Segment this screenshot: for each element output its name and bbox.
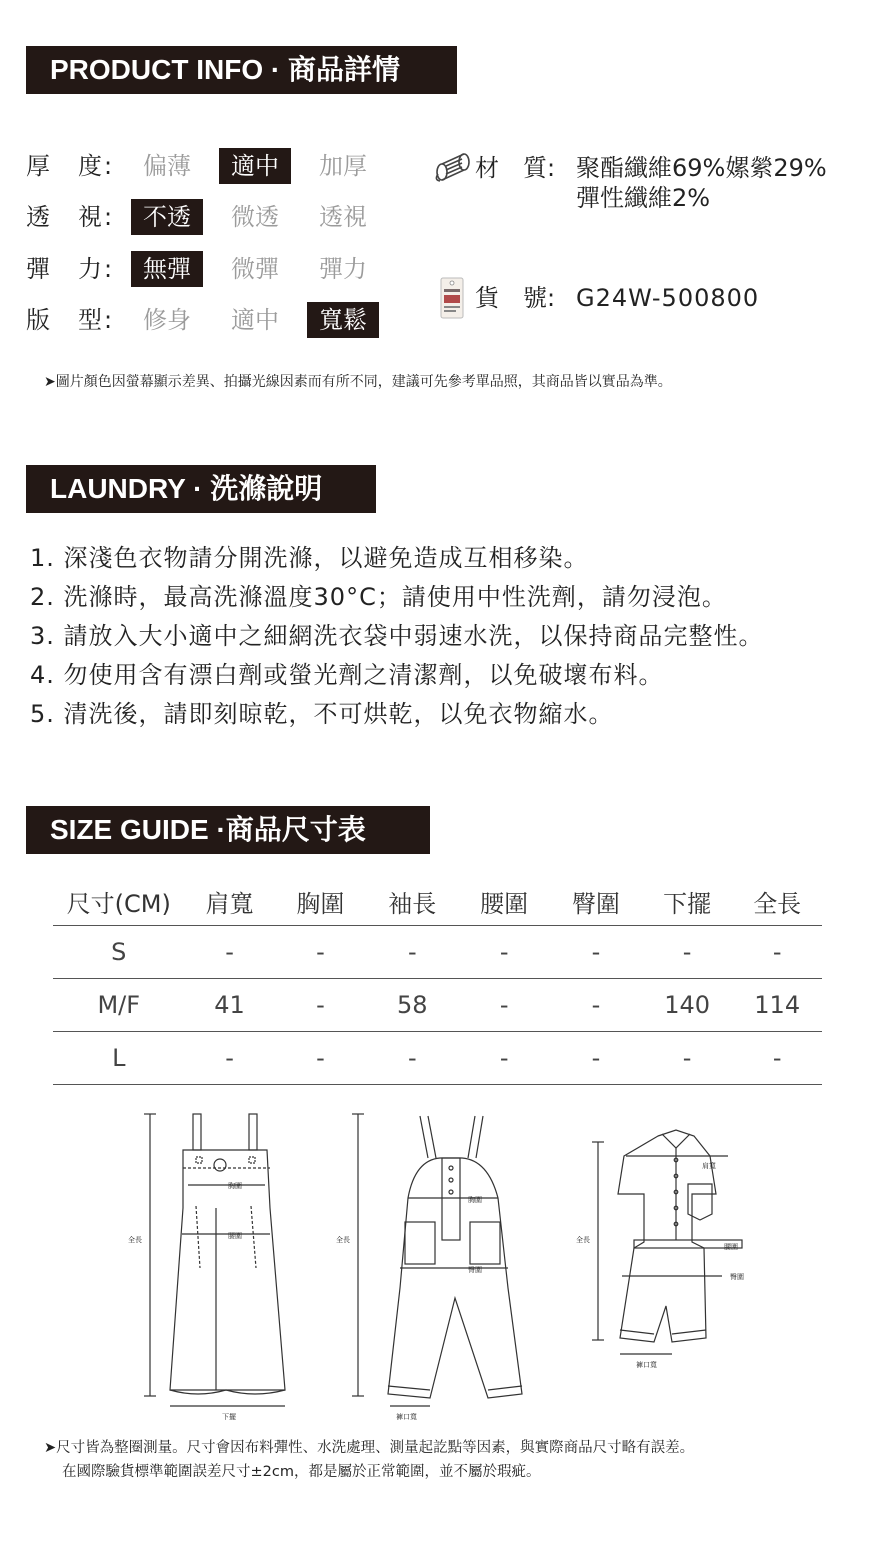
size-row-label: S [53,926,185,979]
size-cell: - [458,1032,550,1085]
size-row [53,979,822,1032]
size-footnote-1: ➤尺寸皆為整圈測量。尺寸會因布料彈性、水洗處理、測量起訖點等因素，與實際商品尺寸略有誤差。 [44,1440,695,1456]
laundry-item: 5. 清洗後，請即刻晾乾，不可烘乾，以免衣物縮水。 [30,700,614,728]
size-row-label: M/F [53,979,185,1032]
size-cell: 41 [185,979,275,1032]
size-cell: - [185,1032,275,1085]
laundry-item: 2. 洗滌時，最高洗滌溫度30°C；請使用中性洗劑，請勿浸泡。 [30,583,727,611]
attribute-option: 透視 [319,203,367,231]
size-table [53,877,822,1085]
label-chest-1: 胸圍 [228,1182,242,1190]
attribute-label: 透 視: [26,203,115,231]
attribute-option: 偏薄 [143,152,191,180]
attribute-option: 適中 [231,306,279,334]
attribute-option: 加厚 [319,152,367,180]
size-column-header: 下擺 [642,877,733,926]
label-full-length-1: 全長 [128,1236,142,1244]
size-column-header: 臀圍 [550,877,642,926]
size-column-header: 袖長 [366,877,458,926]
attribute-option: 微彈 [231,255,279,283]
color-disclaimer: ➤圖片顏色因螢幕顯示差異、拍攝光線因素而有所不同，建議可先參考單品照，其商品皆以實品為準。 [44,374,672,390]
size-row-label: L [53,1032,185,1085]
size-footnote-2: 在國際驗貨標準範圍誤差尺寸±2cm，都是屬於正常範圍，並不屬於瑕疵。 [62,1464,541,1480]
size-cell: - [185,926,275,979]
size-guide-header: SIZE GUIDE ·商品尺寸表 [26,806,430,854]
attribute-label: 厚 度: [26,152,115,180]
material-label: 材 質: [475,154,556,182]
item-no-label: 貨 號: [475,284,556,312]
diagram-romper [592,1130,742,1354]
size-cell: - [275,979,367,1032]
size-cell: - [550,1032,642,1085]
product-info-header: PRODUCT INFO · 商品詳情 [26,46,457,94]
material-line-1: 聚酯纖維69%嫘縈29% [576,154,827,182]
size-cell: - [642,1032,733,1085]
size-column-header: 尺寸(CM) [53,877,185,926]
size-row [53,926,822,979]
label-chest-2: 胸圍 [468,1196,482,1204]
label-hip-3: 臀圍 [730,1273,744,1281]
thread-spool-icon [434,152,474,182]
size-cell: - [458,926,550,979]
size-table-header-row [53,877,822,926]
attribute-option: 彈力 [319,255,367,283]
size-row [53,1032,822,1085]
diagram-wide-overalls [144,1114,285,1406]
label-waist-3: 腰圍 [724,1243,738,1251]
size-cell: - [366,926,458,979]
size-cell: - [732,1032,822,1085]
size-cell: - [458,979,550,1032]
laundry-item: 3. 請放入大小適中之細網洗衣袋中弱速水洗，以保持商品完整性。 [30,622,764,650]
label-hip-2: 臀圍 [468,1266,482,1274]
garment-diagrams [110,1108,770,1428]
size-cell: - [550,979,642,1032]
size-column-header: 全長 [732,877,822,926]
laundry-item: 1. 深淺色衣物請分開洗滌，以避免造成互相移染。 [30,544,589,572]
size-column-header: 肩寬 [185,877,275,926]
size-cell: 114 [732,979,822,1032]
size-cell: - [642,926,733,979]
diagram-tapered-overalls [352,1114,522,1406]
label-shoulder-3: 肩寬 [702,1162,716,1170]
label-leg-opening-2: 褲口寬 [396,1413,417,1421]
clothing-tag-icon [439,276,465,320]
laundry-header: LAUNDRY · 洗滌說明 [26,465,376,513]
size-cell: - [366,1032,458,1085]
label-waist-1: 腰圍 [228,1232,242,1240]
attribute-option: 微透 [231,203,279,231]
attribute-option-selected: 寬鬆 [307,302,379,338]
size-cell: - [732,926,822,979]
attribute-option-selected: 不透 [131,199,203,235]
label-hem-1: 下擺 [222,1413,236,1421]
attribute-option-selected: 適中 [219,148,291,184]
size-cell: 58 [366,979,458,1032]
size-cell: 140 [642,979,733,1032]
attribute-label: 彈 力: [26,255,115,283]
item-no-value: G24W-500800 [576,284,760,312]
size-column-header: 腰圍 [458,877,550,926]
label-full-length-3: 全長 [576,1236,590,1244]
size-cell: - [275,926,367,979]
material-line-2: 彈性纖維2% [576,184,711,212]
laundry-item: 4. 勿使用含有漂白劑或螢光劑之清潔劑，以免破壞布料。 [30,661,664,689]
size-column-header: 胸圍 [275,877,367,926]
label-full-length-2: 全長 [336,1236,350,1244]
label-leg-opening-3: 褲口寬 [636,1361,657,1369]
attribute-option-selected: 無彈 [131,251,203,287]
attribute-option: 修身 [143,306,191,334]
attribute-label: 版 型: [26,306,115,334]
size-cell: - [275,1032,367,1085]
size-cell: - [550,926,642,979]
